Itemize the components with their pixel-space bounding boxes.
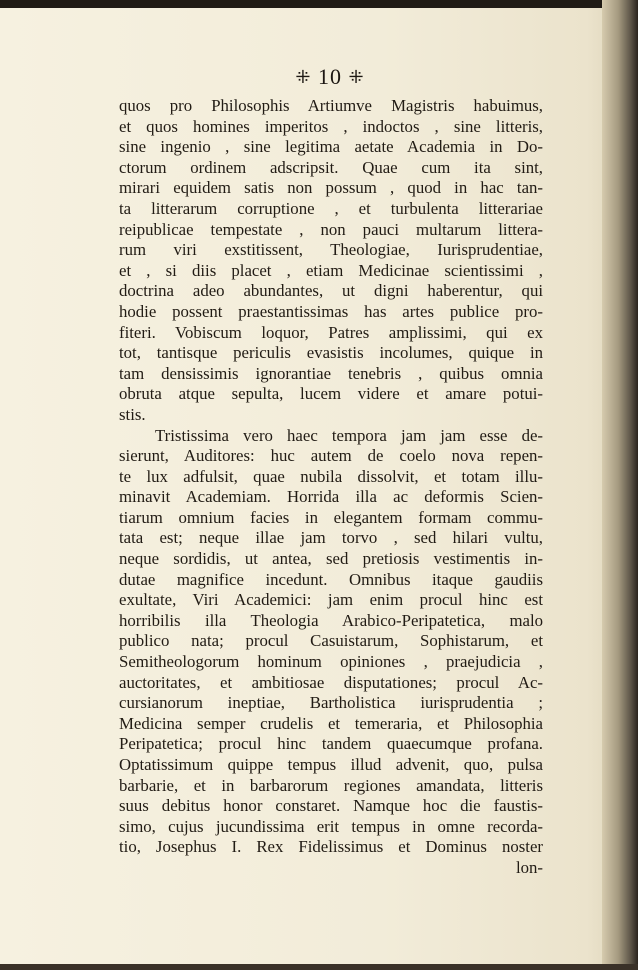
paragraph-2: [119, 426, 543, 858]
text-line: obruta atque sepulta, lucem videre et amare potui-: [119, 384, 543, 404]
text-line: Tristissima vero haec tempora jam jam esse de-: [155, 425, 543, 445]
text-line: fiteri. Vobiscum loquor, Patres amplissimi, qui ex: [119, 322, 543, 342]
text-line: neque sordidis, ut antea, sed pretiosis vestimentis in-: [119, 549, 543, 569]
text-line: suus debitus honor constaret. Namque hoc die faustis-: [119, 796, 543, 816]
paragraph-1: [119, 96, 543, 426]
text-line: doctrina adeo abundantes, ut digni haberentur, qui: [119, 281, 543, 301]
text-line: rum viri exstitissent, Theologiae, Iurisprudentiae,: [119, 240, 543, 260]
catchword: lon-: [515, 857, 543, 877]
text-line: Optatissimum quippe tempus illud advenit, quo, pulsa: [119, 755, 543, 774]
text-line: simo, cujus jucundissima erit tempus in omne recorda-: [119, 816, 543, 836]
text-line: ta litterarum corruptione , et turbulenta litterariae: [119, 198, 543, 218]
text-line: tam densissimis ignorantiae tenebris , quibus omnia: [119, 363, 543, 383]
text-line: tot, tantisque periculis evasistis incolumes, quique in: [119, 343, 543, 363]
text-line: reipublicae tempestate , non pauci multarum littera-: [119, 219, 543, 239]
text-line: exultate, Viri Academici: jam enim procul hinc est: [119, 590, 543, 610]
ornament-right-icon: ⁜: [348, 67, 365, 87]
text-line: auctoritates, et ambitiosae disputationes; procul Ac-: [119, 672, 543, 692]
page-number: 10: [318, 64, 342, 89]
book-gutter-shadow: [602, 0, 638, 970]
text-line: cursianorum ineptiae, Bartholistica iurisprudentia ;: [119, 693, 543, 713]
page-top-edge: [0, 0, 638, 8]
text-line: te lux adfulsit, quae nubila dissolvit, et totam illu-: [119, 466, 543, 486]
text-line: quos pro Philosophis Artiumve Magistris habuimus,: [119, 96, 543, 115]
text-line: ctorum ordinem adscripsit. Quae cum ita sint,: [119, 157, 543, 177]
text-line: tio, Josephus I. Rex Fidelissimus et Dominus noster: [119, 837, 543, 857]
text-line: et quos homines imperitos , indoctos , sine litteris,: [119, 116, 543, 136]
running-head: [0, 64, 638, 90]
text-line: mirari equidem satis non possum , quod in hac tan-: [119, 178, 543, 198]
text-line: minavit Academiam. Horrida illa ac deformis Scien-: [119, 487, 543, 507]
text-line: Medicina semper crudelis et temeraria, et Philosophia: [119, 713, 543, 733]
text-line: publico nata; procul Casuistarum, Sophistarum, et: [119, 631, 543, 651]
text-line: Semitheologorum hominum opiniones , praejudicia ,: [119, 652, 543, 672]
text-line: stis.: [119, 404, 146, 424]
text-line: sierunt, Auditores: huc autem de coelo nova repen-: [119, 446, 543, 466]
text-line: Peripatetica; procul hinc tandem quaecumque profana.: [119, 734, 543, 754]
body-text: [119, 96, 543, 879]
text-line: dutae magnifice incedunt. Omnibus itaque gaudiis: [119, 569, 543, 589]
text-line: sine ingenio , sine legitima aetate Academia in Do-: [119, 137, 543, 157]
ornament-left-icon: ⁜: [295, 67, 312, 87]
page-bottom-edge: [0, 964, 638, 970]
text-line: hodie possent praestantissimas has artes publice pro-: [119, 301, 543, 321]
text-line: tata est; neque illae jam torvo , sed hilari vultu,: [119, 528, 543, 548]
text-line: barbarie, et in barbarorum regiones amandata, litteris: [119, 775, 543, 795]
text-line: et , si diis placet , etiam Medicinae scientissimi ,: [119, 260, 543, 280]
text-line: horribilis illa Theologia Arabico-Peripatetica, malo: [119, 610, 543, 630]
text-line: tiarum omnium facies in elegantem formam commu-: [119, 507, 543, 527]
